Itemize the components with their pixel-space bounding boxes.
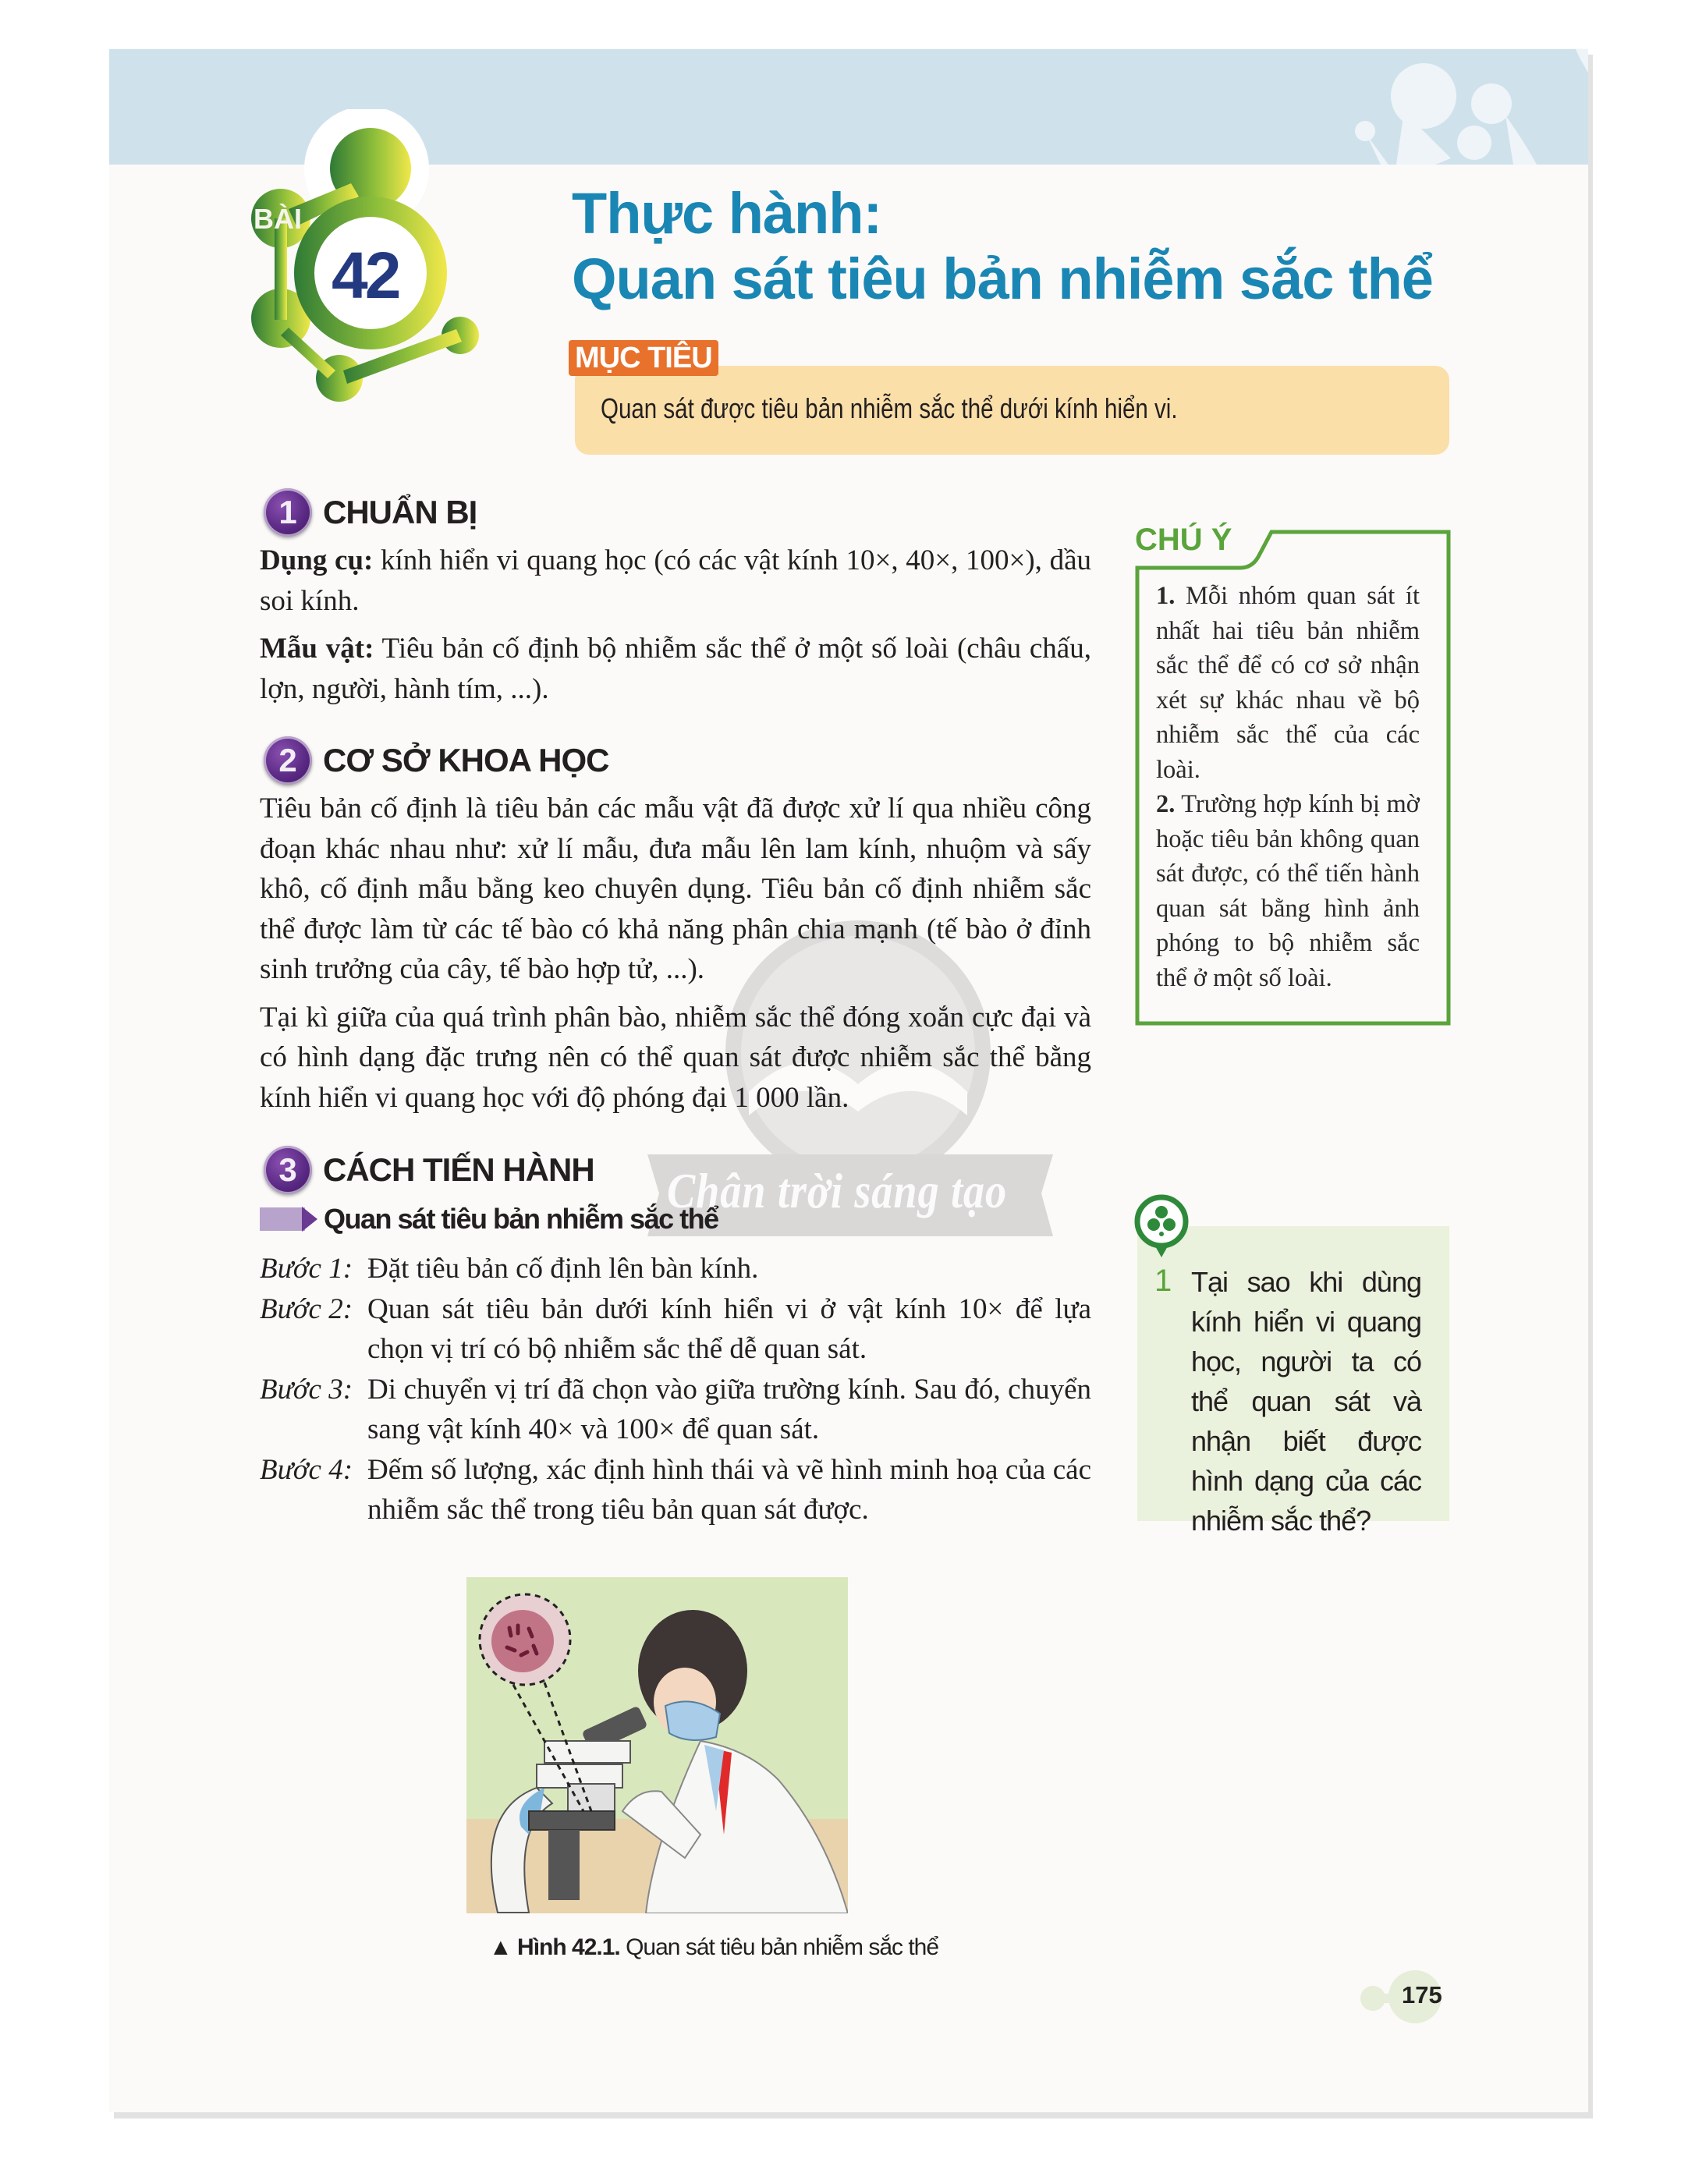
caption-label: Hình 42.1. bbox=[517, 1934, 620, 1960]
objective-label: MỤC TIÊU bbox=[569, 340, 718, 376]
question-number: 1 bbox=[1154, 1264, 1172, 1298]
step-text: Quan sát tiêu bản dưới kính hiển vi ở vật kính 10× để lựa chọn vị trí có bộ nhiễm sắc thể dễ quan sát. bbox=[367, 1292, 1091, 1365]
lesson-badge bbox=[234, 109, 499, 421]
section-number-badge: 3 bbox=[264, 1146, 312, 1194]
section-title: CHUẨN BỊ bbox=[323, 494, 477, 530]
discussion-group-icon bbox=[1133, 1193, 1190, 1268]
step-label: Bước 3: bbox=[260, 1373, 353, 1406]
prep-specimens-text: Tiêu bản cố định bộ nhiễm sắc thể ở một số loài (châu chấu, lợn, người, hành tím, ...). bbox=[260, 633, 1091, 705]
step-item bbox=[260, 1289, 1091, 1370]
caption-text: Quan sát tiêu bản nhiễm sắc thể bbox=[619, 1934, 939, 1960]
prep-tools-text: kính hiển vi quang học (có các vật kính 10×, 40×, 100×), dầu soi kính. bbox=[260, 544, 1091, 617]
note-item-text: Trường hợp kính bị mờ hoặc tiêu bản không quan sát được, có thể tiến hành quan sát bằng hình ảnh phóng to bộ nhiễm sắc thể ở một số loài. bbox=[1156, 790, 1420, 992]
step-text: Đếm số lượng, xác định hình thái và vẽ hình minh hoạ của các nhiễm sắc thể trong tiêu bản quan sát được. bbox=[367, 1453, 1091, 1526]
section-1-body bbox=[260, 541, 1091, 709]
question-text: Tại sao khi dùng kính hiển vi quang học, người ta có thể quan sát và nhận biết được hình dạng của các nhiễm sắc thể? bbox=[1191, 1266, 1421, 1537]
microscope-student-illustration bbox=[466, 1577, 848, 1913]
step-item bbox=[260, 1249, 1091, 1289]
prep-tools bbox=[260, 541, 1091, 621]
note-item-number: 2. bbox=[1156, 790, 1176, 818]
note-item bbox=[1156, 787, 1420, 995]
step-item bbox=[260, 1450, 1091, 1530]
section-heading-1 bbox=[264, 488, 477, 537]
paragraph: Tiêu bản cố định là tiêu bản các mẫu vật đã được xử lí qua nhiều công đoạn khác nhau như: xử lí mẫu, đưa mẫu lên lam kính, nhuộm và sấy khô, cố định mẫu bằng keo chuyên dụng. Tiêu bản cố định nhiễm sắc thể được làm từ các tế bào có khả năng phân chia mạnh (tế bào ở đỉnh sinh trưởng của cây, tế bào hợp tử, ...). bbox=[260, 792, 1091, 985]
procedure-steps bbox=[260, 1249, 1091, 1530]
paragraph: Tại kì giữa của quá trình phân bào, nhiễm sắc thể đóng xoắn cực đại và có hình dạng đặc trưng nên có thể quan sát được nhiễm sắc thể bằng kính hiển vi quang học với độ phóng đại 1 000 lần. bbox=[260, 1001, 1091, 1114]
subheading-text: Quan sát tiêu bản nhiễm sắc thể bbox=[324, 1203, 718, 1235]
section-heading-2 bbox=[264, 736, 608, 785]
lesson-label: BÀI bbox=[254, 203, 302, 235]
section-2-body bbox=[260, 789, 1091, 1118]
title-line-1: Thực hành: bbox=[572, 181, 882, 246]
figure-caption bbox=[489, 1934, 938, 1961]
procedure-subheading bbox=[260, 1203, 718, 1236]
note-text bbox=[1156, 579, 1420, 995]
title-line-2: Quan sát tiêu bản nhiễm sắc thể bbox=[572, 246, 1433, 311]
figure-illustration bbox=[466, 1577, 848, 1913]
step-label: Bước 2: bbox=[260, 1292, 353, 1325]
note-item bbox=[1156, 579, 1420, 787]
objective-text: Quan sát được tiêu bản nhiễm sắc thể dưới kính hiển vi. bbox=[601, 392, 1178, 424]
prep-specimens-label: Mẫu vật: bbox=[260, 633, 374, 665]
page-title bbox=[572, 181, 1433, 312]
step-text: Di chuyển vị trí đã chọn vào giữa trường kính. Sau đó, chuyển sang vật kính 40× và 100× để quan sát. bbox=[367, 1373, 1091, 1445]
page-number: 175 bbox=[1402, 1981, 1442, 2008]
prep-tools-label: Dụng cụ: bbox=[260, 544, 374, 576]
lesson-number: 42 bbox=[332, 239, 399, 312]
section-title: CÁCH TIẾN HÀNH bbox=[323, 1151, 594, 1188]
arrow-bar-icon bbox=[260, 1207, 305, 1231]
triangle-marker-icon: ▲ bbox=[489, 1934, 512, 1960]
section-heading-3 bbox=[264, 1146, 594, 1194]
section-number-badge: 2 bbox=[264, 736, 312, 785]
section-number-badge: 1 bbox=[264, 488, 312, 537]
note-item-text: Mỗi nhóm quan sát ít nhất hai tiêu bản nhiễm sắc thể để có cơ sở nhận xét sự khác nhau về bộ nhiễm sắc thể của các loài. bbox=[1156, 582, 1420, 784]
watermark-text: Chân trời sáng tạo bbox=[667, 1163, 1008, 1218]
section-title: CƠ SỞ KHOA HỌC bbox=[323, 742, 609, 778]
chevron-right-icon bbox=[302, 1207, 317, 1232]
prep-specimens bbox=[260, 629, 1091, 709]
step-label: Bước 4: bbox=[260, 1453, 353, 1486]
step-label: Bước 1: bbox=[260, 1253, 353, 1285]
step-text: Đặt tiêu bản cố định lên bàn kính. bbox=[367, 1253, 759, 1285]
step-item bbox=[260, 1370, 1091, 1450]
note-title: CHÚ Ý bbox=[1135, 523, 1232, 557]
note-item-number: 1. bbox=[1156, 582, 1176, 610]
